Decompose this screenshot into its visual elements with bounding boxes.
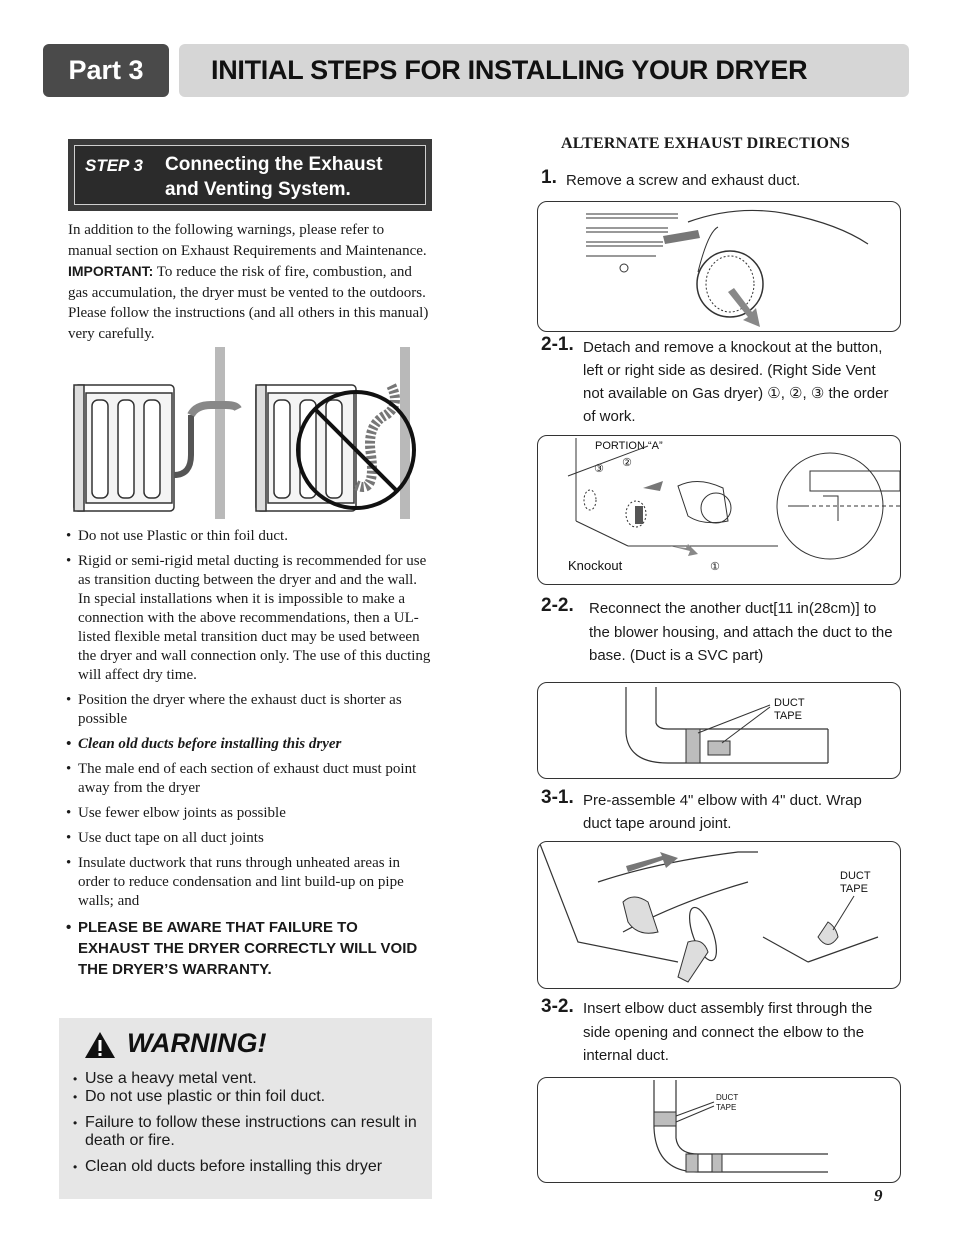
- step-label: STEP 3: [85, 156, 143, 175]
- remove-screw-diagram: [538, 202, 900, 331]
- insert-elbow-diagram: [538, 1078, 900, 1182]
- list-item: • Use duct tape on all duct joints: [66, 829, 432, 848]
- dryer-incorrect-icon: [256, 385, 395, 511]
- figure-reconnect-duct: [537, 682, 901, 779]
- dryer-venting-illustration: [66, 345, 416, 520]
- page-title: INITIAL STEPS FOR INSTALLING YOUR DRYER: [211, 55, 808, 85]
- step-box: [68, 139, 432, 211]
- precaution-list: [66, 527, 432, 986]
- step-number: 3-2.: [541, 996, 574, 1017]
- important-label: IMPORTANT:: [68, 263, 154, 280]
- list-item: • The male end of each section of exhaust duct must point away from the dryer: [66, 760, 432, 798]
- duct-label: DUCT: [774, 697, 805, 709]
- step-number: 2-2.: [541, 595, 574, 616]
- page-title-bar: [179, 44, 909, 97]
- pre-assemble-diagram: [538, 842, 900, 988]
- step-text: Reconnect the another duct[11 in(28cm)] to the blower housing, and attach the duct to the base. (Duct is a SVC part): [589, 600, 893, 664]
- marker-2: ②: [622, 456, 632, 469]
- figure-knockout: [537, 435, 901, 585]
- warning-triangle-icon: [84, 1031, 116, 1059]
- list-item: • Insulate ductwork that runs through unheated areas in order to reduce condensation and lint build-up on pipe walls; and: [66, 854, 432, 911]
- intro-text-before: In addition to the following warnings, please refer to manual section on Exhaust Requirements and Maintenance.: [68, 222, 427, 259]
- warning-item: • Do not use plastic or thin foil duct.: [73, 1088, 423, 1106]
- warning-list: [73, 1070, 423, 1184]
- step-number: 3-1.: [541, 787, 574, 808]
- step-title-line2: and Venting System.: [165, 179, 351, 200]
- figure-remove-screw: [537, 201, 901, 332]
- portion-a-label: PORTION “A”: [595, 440, 663, 452]
- tape-label: TAPE: [716, 1103, 737, 1112]
- step-number: 2-1.: [541, 334, 574, 355]
- figure-insert-elbow: [537, 1077, 901, 1183]
- step-text: Detach and remove a knockout at the button, left or right side as desired. (Right Side Vent not available on Gas dryer) ①, ②, ③ the order of work.: [583, 339, 889, 425]
- alternate-heading: ALTERNATE EXHAUST DIRECTIONS: [561, 135, 850, 152]
- warning-title: WARNING!: [127, 1028, 267, 1058]
- tape-label: TAPE: [840, 883, 868, 895]
- dryer-correct-icon: [74, 385, 238, 511]
- duct-label: DUCT: [840, 870, 871, 882]
- list-item: • Do not use Plastic or thin foil duct.: [66, 527, 432, 546]
- list-item: • Rigid or semi-rigid metal ducting is recommended for use as transition ducting between the dryer and and the wall. In special installations when it is impossible to make a connection with the above recommendations, then a UL-listed flexible metal transition duct may be used between the dryer and wall connection only. The use of this ducting will affect dry time.: [66, 552, 432, 685]
- step-text: Insert elbow duct assembly first through the side opening and connect the elbow to the internal duct.: [583, 1000, 873, 1064]
- step-title: [165, 152, 382, 202]
- list-item: • Use fewer elbow joints as possible: [66, 804, 432, 823]
- list-item: • Clean old ducts before installing this dryer: [66, 735, 432, 754]
- step-box-inner: [74, 145, 426, 205]
- duct-label: DUCT: [716, 1093, 739, 1102]
- page-number: 9: [874, 1186, 883, 1205]
- warning-item: • Clean old ducts before installing this dryer: [73, 1158, 423, 1176]
- step-title-line1: Connecting the Exhaust: [165, 154, 383, 175]
- part-label: Part 3: [43, 44, 169, 97]
- warning-item: • Failure to follow these instructions can result in death or fire.: [73, 1114, 423, 1150]
- warning-item: • Use a heavy metal vent.: [73, 1070, 423, 1088]
- intro-text-after: To reduce the risk of fire, combustion, and gas accumulation, the dryer must be vented to the outdoors. Please follow the instructions (and all others in this manual) very carefully.: [68, 264, 429, 342]
- marker-3: ③: [594, 462, 604, 475]
- knockout-diagram: [538, 436, 900, 584]
- marker-1: ①: [710, 560, 720, 573]
- figure-pre-assemble: [537, 841, 901, 989]
- reconnect-duct-diagram: [538, 683, 900, 778]
- list-item: • Position the dryer where the exhaust duct is shorter as possible: [66, 691, 432, 729]
- step-text: Pre-assemble 4" elbow with 4" duct. Wrap duct tape around joint.: [583, 792, 862, 832]
- step-number: 1.: [541, 167, 557, 188]
- warning-box: [59, 1018, 432, 1199]
- knockout-label: Knockout: [568, 558, 623, 573]
- tape-label: TAPE: [774, 710, 802, 722]
- warranty-notice: • PLEASE BE AWARE THAT FAILURE TO EXHAUST THE DRYER CORRECTLY WILL VOID THE DRYER’S WARRANTY.: [66, 917, 432, 980]
- intro-paragraph: [68, 220, 430, 345]
- step-text: Remove a screw and exhaust duct.: [566, 172, 801, 189]
